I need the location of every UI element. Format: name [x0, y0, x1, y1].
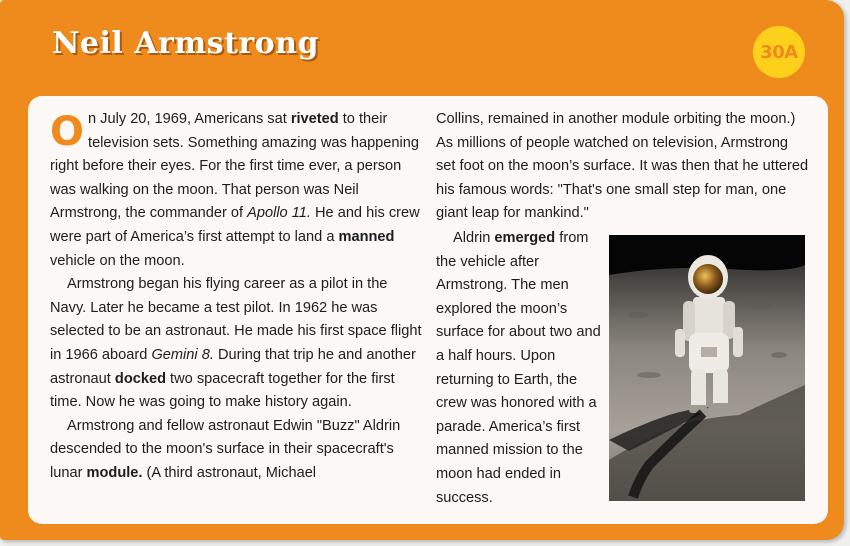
- text-span: (A third astronaut, Michael: [142, 464, 317, 481]
- text-span: two spacecraft together for the first time. Now he was going to make history again.: [50, 370, 395, 411]
- text-span: vehicle on the moon.: [50, 252, 185, 269]
- text-span: Armstrong began his flying career as a pilot in the Navy. Later he became a test pilot. In 1962 he was selected to be an astronaut. He made his first space flight in 1966 aboard: [50, 276, 422, 363]
- article-panel: [28, 96, 828, 524]
- paragraph-3: [50, 415, 422, 486]
- paragraph-4: Collins, remained in another module orbiting the moon.) As millions of people watched on television, Armstrong set foot on the moon’s surface. It was then that he uttered his famous words: "That's one small step for man, one giant leap for mankind.": [436, 111, 809, 222]
- article-column-left: [50, 108, 422, 486]
- text-span: He and his crew were part of America’s first attempt to land a: [50, 205, 420, 245]
- article-column-right-wrap: [436, 227, 608, 510]
- ship-name-gemini: Gemini 8.: [151, 346, 214, 363]
- vocab-word-module: module.: [86, 464, 143, 481]
- astronaut-on-moon-icon: [609, 235, 805, 501]
- vocab-word-manned: manned: [338, 228, 395, 245]
- text-span: Aldrin: [453, 230, 495, 246]
- astronaut-photo: [609, 235, 805, 501]
- drop-cap: O: [50, 109, 85, 155]
- ship-name-apollo: Apollo 11.: [247, 205, 311, 222]
- card-title: Neil Armstrong: [52, 26, 319, 61]
- vocab-word-emerged: emerged: [494, 230, 556, 246]
- text-span: from the vehicle after Armstrong. The men explored the moon’s surface for about two and a half hours. Upon returning to Earth, the crew was honored with a parade. America’s first manned mission to the moon had ended in success.: [436, 230, 601, 506]
- vocab-word-riveted: riveted: [290, 111, 339, 127]
- article-column-right: [436, 108, 810, 226]
- text-span: n July 20, 1969, Americans sat: [88, 111, 291, 127]
- lesson-badge: 30A: [753, 26, 805, 78]
- vocab-word-docked: docked: [114, 370, 166, 387]
- text-span: During that trip he and another astronaut: [50, 346, 416, 387]
- paragraph-1: [50, 108, 422, 273]
- text-span: Armstrong and fellow astronaut Edwin "Buzz" Aldrin descended to the moon's surface in their spacecraft's lunar: [50, 417, 401, 481]
- text-span: to their television sets. Something amazing was happening right before their eyes. For the first time ever, a person was walking on the moon. That person was Neil Armstrong, the commander of: [50, 111, 420, 222]
- paragraph-5: [436, 227, 608, 510]
- paragraph-2: [50, 273, 422, 415]
